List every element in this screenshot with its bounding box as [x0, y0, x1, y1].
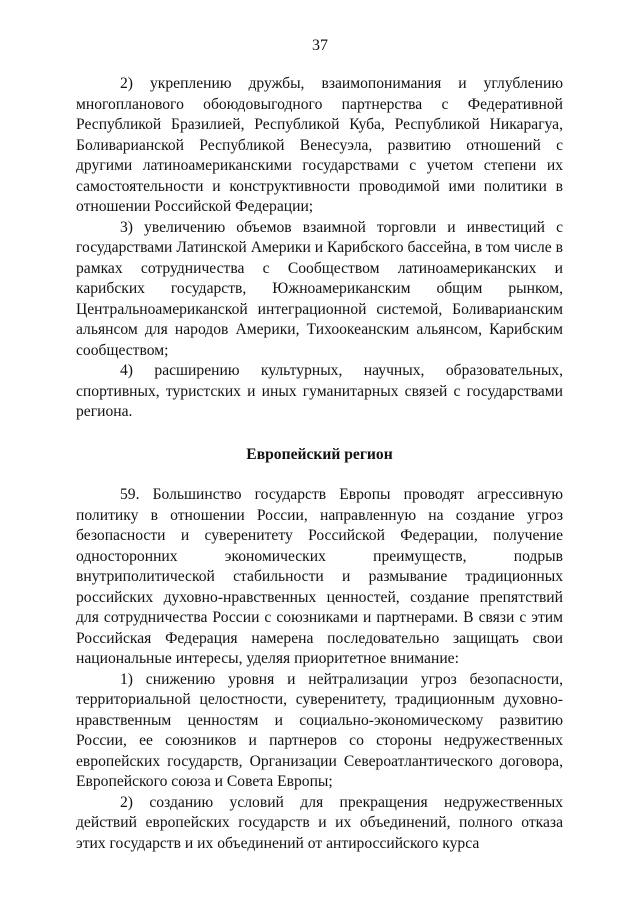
paragraph-item-2-latin-america-partnership: 2) укреплению дружбы, взаимопонимания и углублению многопланового обоюдовыгодного партнерства с Федеративной Республикой Бразилией, Республикой Куба, Республикой Никарагуа, Боливарианской Республикой Венесуэла, развитию отношений с другими латиноамериканскими государствами с учетом степени их самостоятельности и конструктивности проводимой ими политики в отношении Российской Федерации; — [76, 75, 563, 215]
paragraph-59-european-policy: 59. Большинство государств Европы проводят агрессивную политику в отношении России, направленную на создание угроз безопасности и суверенитету Российской Федерации, получение односторонних экономических преимуществ, подрыв внутриполитической стабильности и размывание традиционных российских духовно-нравственных ценностей, создание препятствий для сотрудничества России с союзниками и партнерами. В связи с этим Российская Федерация намерена последовательно защищать свои национальные интересы, уделяя приоритетное внимание: — [76, 486, 563, 667]
paragraph-item-3-trade-investment: 3) увеличению объемов взаимной торговли и инвестиций с государствами Латинской Америки и Карибского бассейна, в том числе в рамках сотрудничества с Сообществом латиноамериканских и карибских государств, Южноамериканским общим рынком, Центральноамериканской интеграционной системой, Боливарианским альянсом для народов Америки, Тихоокеанским альянсом, Карибским сообществом; — [76, 218, 563, 359]
section-heading-european-region: Европейский регион — [246, 445, 393, 463]
document-body — [76, 74, 563, 854]
paragraph-item-1-threat-neutralization: 1) снижению уровня и нейтрализации угроз безопасности, территориальной целостности, суверенитету, традиционным духовно-нравственным ценностям и социально-экономическому развитию России, ее союзников и партнеров со стороны недружественных европейских государств, Организации Североатлантического договора, Европейского союза и Совета Европы; — [76, 670, 563, 790]
page-number: 37 — [312, 37, 328, 54]
paragraph-item-2-end-unfriendly-actions: 2) созданию условий для прекращения недружественных действий европейских государств и их объединений, полного отказа этих государств и их объединений от антироссийского курса — [76, 793, 563, 852]
paragraph-item-4-humanitarian-ties: 4) расширению культурных, научных, образовательных, спортивных, туристских и иных гуманитарных связей с государствами региона. — [76, 362, 563, 420]
